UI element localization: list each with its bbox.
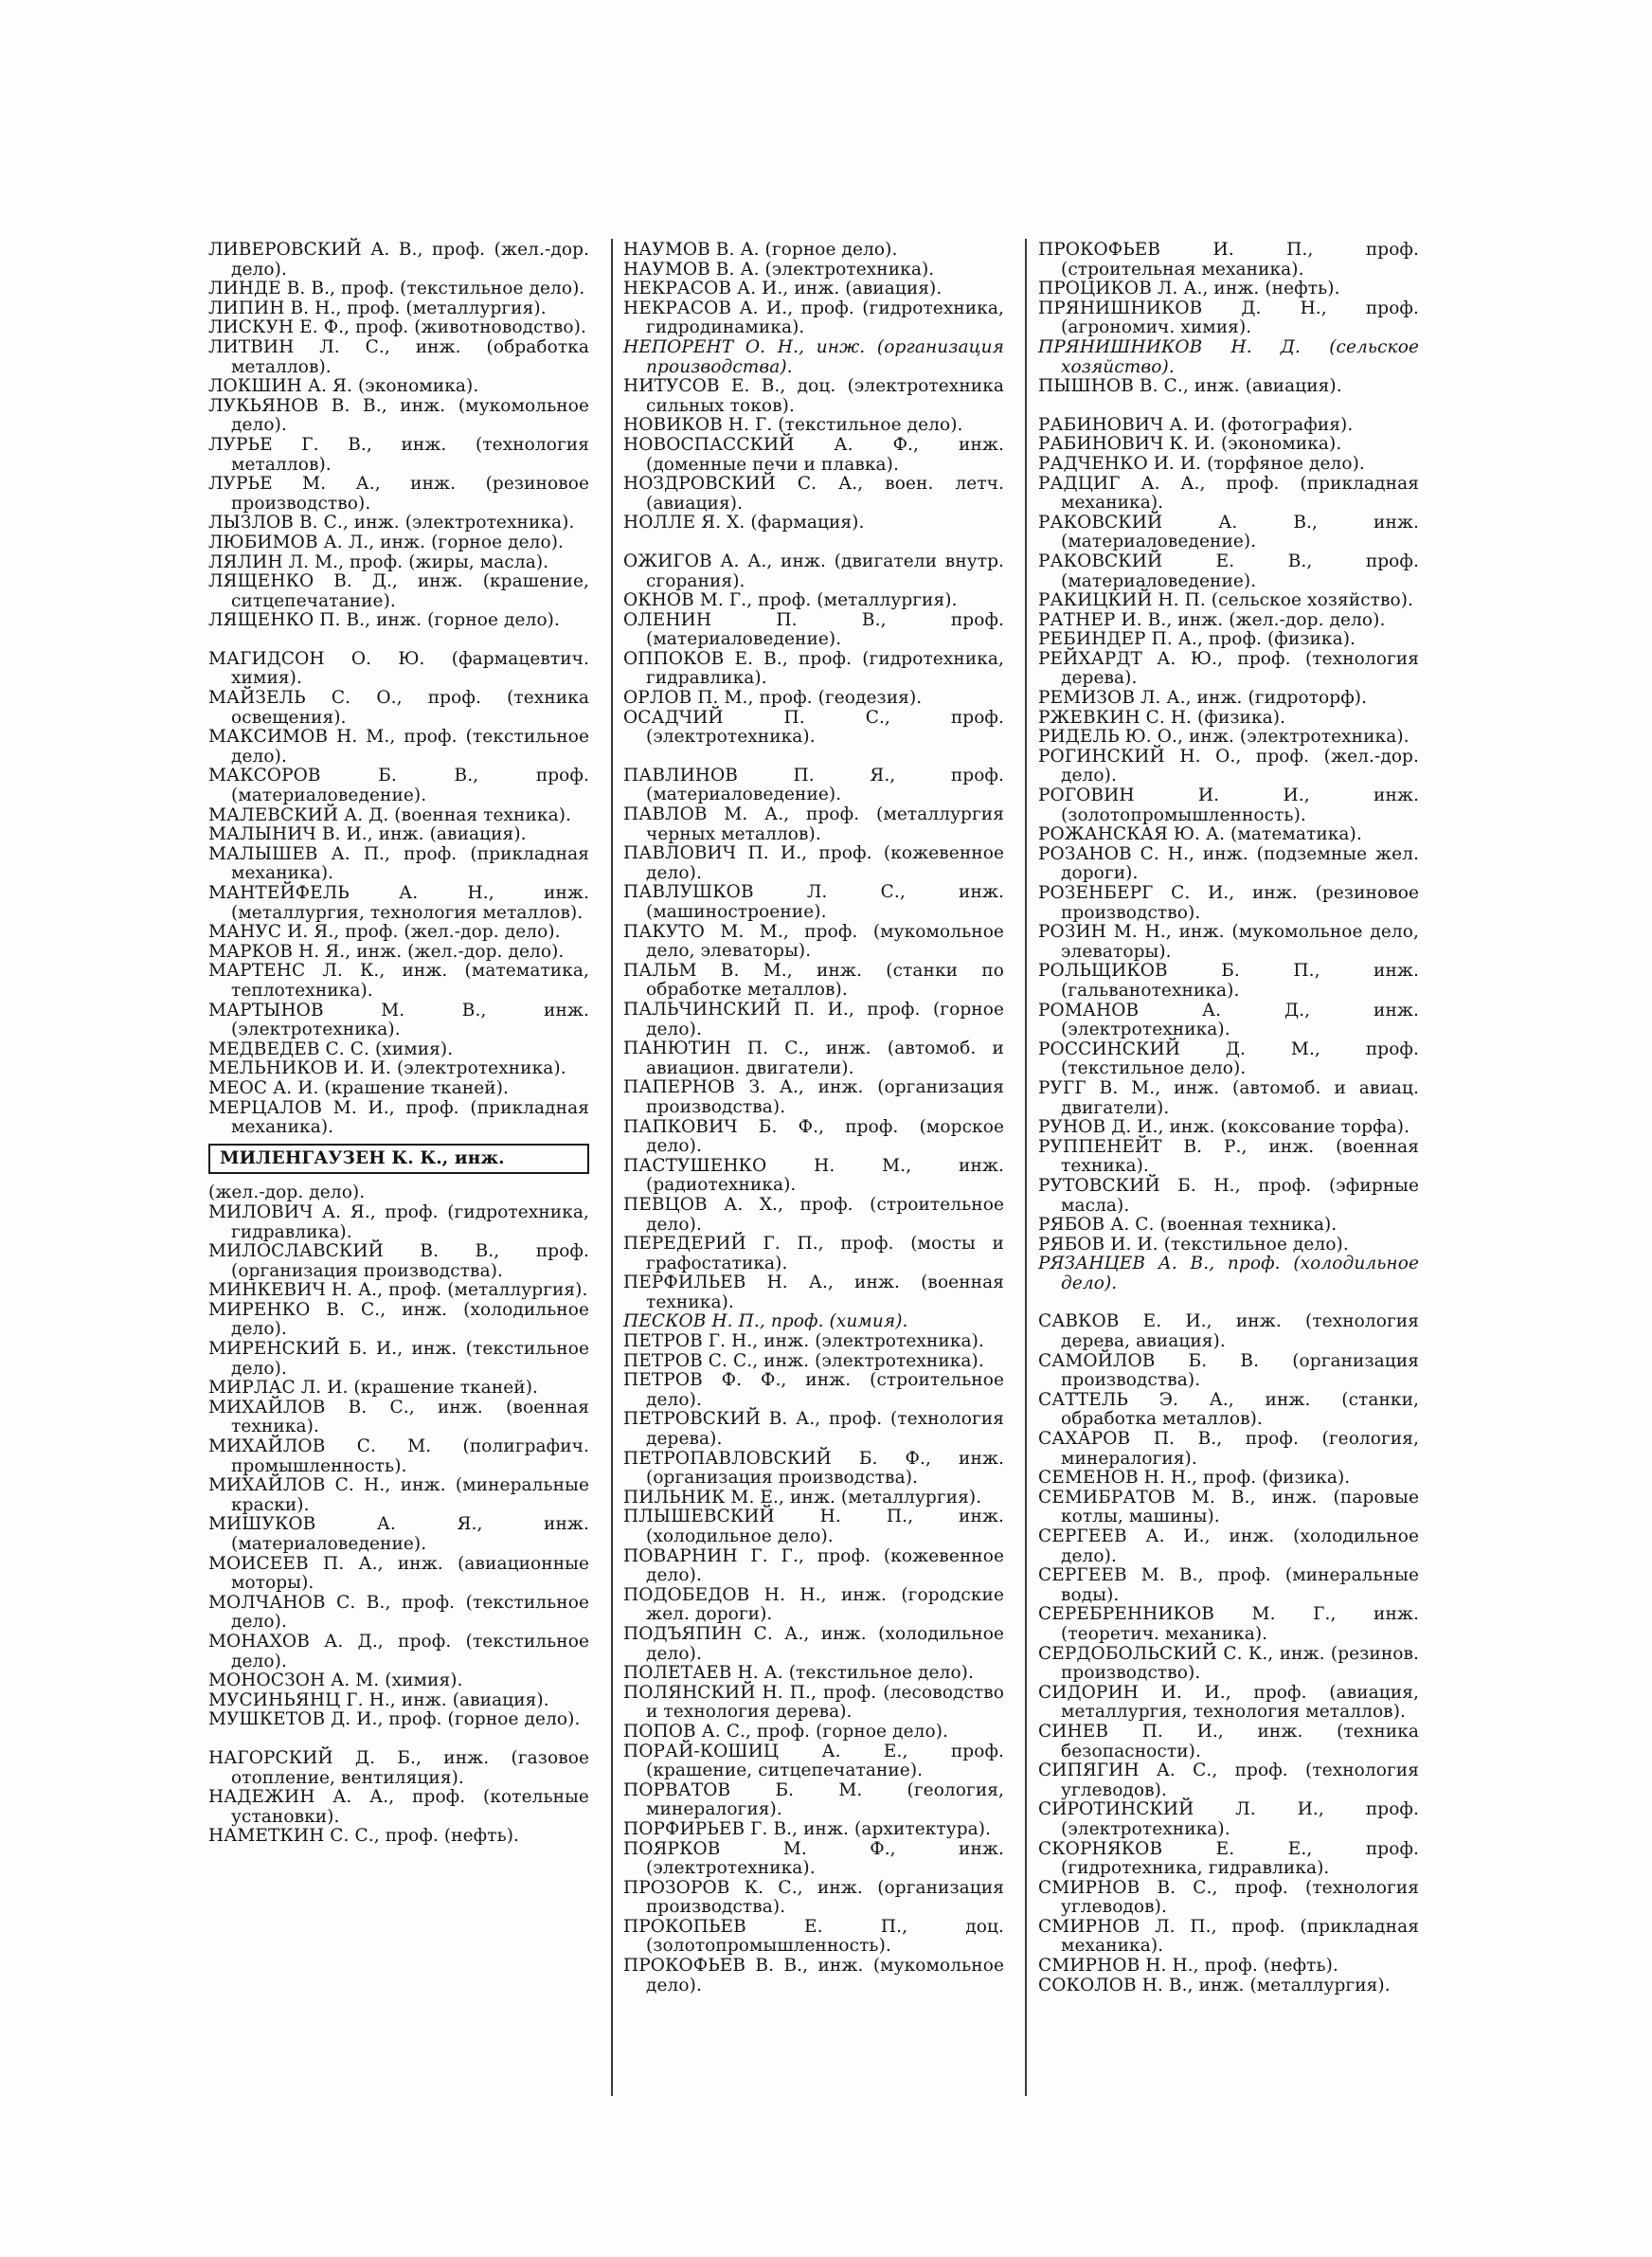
- index-entry: ПАВЛИНОВ П. Я., проф. (материаловедение).: [623, 765, 1004, 805]
- index-entry: ПЫШНОВ В. С., инж. (авиация).: [1038, 376, 1342, 397]
- boxed-entry: МИЛЕНГАУЗЕН К. К., инж.: [208, 1144, 589, 1175]
- index-entry: ОРЛОВ П. М., проф. (геодезия).: [623, 688, 923, 709]
- index-entry: ЛЯЛИН Л. М., проф. (жиры, масла).: [208, 551, 549, 572]
- index-entry: РОЛЬЩИКОВ Б. П., инж. (гальванотехника).: [1038, 961, 1419, 1001]
- index-entry: НАУМОВ В. А. (горное дело).: [623, 240, 898, 260]
- index-entry: РОГИНСКИЙ Н. О., проф. (жел.-дор. дело).: [1038, 746, 1419, 786]
- index-entry: ПЛЫШЕВСКИЙ Н. П., инж. (холодильное дело).: [623, 1507, 1004, 1546]
- index-entry: ПЕТРОПАВЛОВСКИЙ Б. Ф., инж. (организация производства).: [623, 1448, 1004, 1489]
- index-entry: ПАВЛОВ М. А., проф. (металлургия черных металлов).: [623, 804, 1004, 844]
- index-entry: МИХАЙЛОВ С. М. (полиграфич. промышленность).: [208, 1436, 589, 1476]
- index-entry: НЕКРАСОВ А. И., инж. (авиация).: [623, 279, 943, 299]
- index-entry: СМИРНОВ Л. П., проф. (прикладная механика).: [1038, 1916, 1419, 1957]
- index-entry: РОЗАНОВ С. Н., инж. (подземные жел. дороги).: [1038, 843, 1419, 884]
- index-entry: ПЕТРОВСКИЙ В. А., проф. (технология дерева).: [623, 1409, 1004, 1450]
- index-entry: РОССИНСКИЙ Д. М., проф. (текстильное дело).: [1038, 1038, 1419, 1079]
- index-entry: ПОРФИРЬЕВ Г. В., инж. (архитектура).: [623, 1818, 992, 1839]
- index-entry: ПРОКОФЬЕВ И. П., проф. (строительная механика).: [1038, 240, 1419, 280]
- index-entry: НИТУСОВ Е. В., доц. (электротехника сильных токов).: [623, 376, 1004, 416]
- index-entry: СМИРНОВ В. С., проф. (технология углеводов).: [1038, 1877, 1419, 1918]
- index-entry: ПАКУТО М. М., проф. (мукомольное дело, элеваторы).: [623, 921, 1004, 962]
- index-entry: РЯБОВ А. С. (военная техника).: [1038, 1215, 1338, 1236]
- index-entry: ПЕРЕДЕРИЙ Г. П., проф. (мосты и графостатика).: [623, 1234, 1004, 1273]
- section-gap: [208, 631, 589, 650]
- index-entry: ЛУРЬЕ М. А., инж. (резиновое производство).: [208, 474, 589, 514]
- index-entry: МОНАХОВ А. Д., проф. (текстильное дело).: [208, 1631, 589, 1671]
- index-entry: ПАСТУШЕНКО Н. М., инж. (радиотехника).: [623, 1155, 1004, 1196]
- index-entry: МИХАЙЛОВ С. Н., инж. (минеральные краски).: [208, 1475, 589, 1515]
- index-entry: НОЛЛЕ Я. Х. (фармация).: [623, 513, 865, 533]
- index-entry: РАБИНОВИЧ А. И. (фотография).: [1038, 414, 1354, 435]
- index-entry: САХАРОВ П. В., проф. (геология, минералогия).: [1038, 1429, 1419, 1469]
- section-gap: [623, 533, 1004, 552]
- index-entry: МАНТЕЙФЕЛЬ А. Н., инж. (металлургия, технология металлов).: [208, 883, 589, 923]
- index-entry: ОЖИГОВ А. А., инж. (двигатели внутр. сгорания).: [623, 551, 1004, 591]
- column-middle: [623, 241, 1004, 1995]
- index-entry: ЛИВЕРОВСКИЙ А. В., проф. (жел.-дор. дело).: [208, 240, 589, 280]
- index-entry: ЛЮБИМОВ А. Л., инж. (горное дело).: [208, 532, 565, 552]
- index-entry: МАРТЕНС Л. К., инж. (математика, теплотехника).: [208, 961, 589, 1001]
- index-entry: РОМАНОВ А. Д., инж. (электротехника).: [1038, 1000, 1419, 1040]
- index-entry: РАДЧЕНКО И. И. (торфяное дело).: [1038, 453, 1365, 474]
- index-entry: МАЛЫШЕВ А. П., проф. (прикладная механика).: [208, 843, 589, 884]
- index-entry: ПАВЛОВИЧ П. И., проф. (кожевенное дело).: [623, 843, 1004, 883]
- index-entry: НАДЕЖИН А. А., проф. (котельные установки).: [208, 1787, 589, 1827]
- index-entry: РАДЦИГ А. А., проф. (прикладная механика).: [1038, 473, 1419, 514]
- index-entry: ОСАДЧИЙ П. С., проф. (электротехника).: [623, 707, 1004, 748]
- section-gap: [208, 1730, 589, 1749]
- index-entry: ЛУКЬЯНОВ В. В., инж. (мукомольное дело).: [208, 395, 589, 436]
- index-entry: ПАНЮТИН П. С., инж. (автомоб. и авиацион. двигатели).: [623, 1038, 1004, 1078]
- index-entry: ПОРВАТОВ Б. М. (геология, минералогия).: [623, 1779, 1004, 1820]
- index-entry: ПАЛЬЧИНСКИЙ П. И., проф. (горное дело).: [623, 999, 1004, 1039]
- index-entry: ПРОКОПЬЕВ Е. П., доц. (золотопромышленность).: [623, 1916, 1004, 1957]
- index-entry: РАБИНОВИЧ К. И. (экономика).: [1038, 434, 1342, 455]
- index-entry: САВКОВ Е. И., инж. (технология дерева, авиация).: [1038, 1311, 1419, 1352]
- index-entry: МАГИДСОН О. Ю. (фармацевтич. химия).: [208, 648, 589, 689]
- section-gap: [1038, 397, 1419, 416]
- index-entry: МИЛОВИЧ А. Я., проф. (гидротехника, гидравлика).: [208, 1201, 589, 1242]
- index-entry: РЯБОВ И. И. (текстильное дело).: [1038, 1234, 1349, 1255]
- index-entry: РУГГ В. М., инж. (автомоб. и авиац. двигатели).: [1038, 1077, 1419, 1118]
- index-entry: ПОРАЙ-КОШИЦ А. Е., проф. (крашение, ситцепечатание).: [623, 1741, 1004, 1781]
- index-entry: ПЕТРОВ С. С., инж. (электротехника).: [623, 1350, 984, 1371]
- index-entry: ПОЛЯНСКИЙ Н. П., проф. (лесоводство и технология дерева).: [623, 1682, 1004, 1723]
- index-entry: РАТНЕР И. В., инж. (жел.-дор. дело).: [1038, 609, 1386, 630]
- index-entry: МАРТЫНОВ М. В., инж. (электротехника).: [208, 1000, 589, 1040]
- index-entry: СЕМИБРАТОВ М. В., инж. (паровые котлы, машины).: [1038, 1487, 1419, 1527]
- index-entry: РАКОВСКИЙ А. В., инж. (материаловедение).: [1038, 512, 1419, 552]
- index-entry: НАМЕТКИН С. С., проф. (нефть).: [208, 1826, 520, 1847]
- index-entry: НОВОСПАССКИЙ А. Ф., инж. (доменные печи и плавка).: [623, 434, 1004, 475]
- index-entry: МИШУКОВ А. Я., инж. (материаловедение).: [208, 1514, 589, 1554]
- index-entry: МЕЛЬНИКОВ И. И. (электротехника).: [208, 1058, 566, 1079]
- index-entry: ЛОКШИН А. Я. (экономика).: [208, 376, 479, 397]
- index-entry: СЕРЕБРЕННИКОВ М. Г., инж. (теоретич. механика).: [1038, 1604, 1419, 1644]
- index-entry: РУТОВСКИЙ Б. Н., проф. (эфирные масла).: [1038, 1175, 1419, 1216]
- index-entry: СИПЯГИН А. С., проф. (технология углеводов).: [1038, 1760, 1419, 1800]
- index-entry: ПЕВЦОВ А. Х., проф. (строительное дело).: [623, 1194, 1004, 1235]
- index-entry: РОГОВИН И. И., инж. (золотопромышленность).: [1038, 785, 1419, 825]
- index-entry: ПЕТРОВ Ф. Ф., инж. (строительное дело).: [623, 1370, 1004, 1410]
- index-entry: НЕКРАСОВ А. И., проф. (гидротехника, гидродинамика).: [623, 298, 1004, 338]
- index-entry: РУППЕНЕЙТ В. Р., инж. (военная техника).: [1038, 1136, 1419, 1177]
- index-entry: НАУМОВ В. А. (электротехника).: [623, 259, 935, 280]
- index-entry: ЛЯЩЕНКО В. Д., инж. (крашение, ситцепечатание).: [208, 571, 589, 611]
- index-entry: ЛЫЗЛОВ В. С., инж. (электротехника).: [208, 513, 575, 533]
- index-entry: СИДОРИН И. И., проф. (авиация, металлургия, технология металлов).: [1038, 1682, 1419, 1723]
- index-entry: ПОПОВ А. С., проф. (горное дело).: [623, 1721, 949, 1742]
- index-entry: РАКОВСКИЙ Е. В., проф. (материаловедение).: [1038, 551, 1419, 591]
- index-entry: НОЗДРОВСКИЙ С. А., воен. летч. (авиация).: [623, 474, 1004, 514]
- column-divider: [611, 239, 613, 2096]
- index-entry: ЛИНДЕ В. В., проф. (текстильное дело).: [208, 279, 585, 299]
- index-entry: МОЛЧАНОВ С. В., проф. (текстильное дело).: [208, 1592, 589, 1633]
- index-entry: ПОДОБЕДОВ Н. Н., инж. (городские жел. дороги).: [623, 1584, 1004, 1625]
- index-entry: СЕРДОБОЛЬСКИЙ С. К., инж. (резинов. производство).: [1038, 1643, 1419, 1684]
- index-entry: ОЛЕНИН П. В., проф. (материаловедение).: [623, 609, 1004, 650]
- index-entry: РОЖАНСКАЯ Ю. А. (математика).: [1038, 824, 1362, 845]
- column-right: [1038, 241, 1419, 1995]
- index-entry: СЕМЕНОВ Н. Н., проф. (физика).: [1038, 1468, 1351, 1489]
- index-entry: РЕБИНДЕР П. А., проф. (физика).: [1038, 629, 1356, 650]
- index-entry: СИРОТИНСКИЙ Л. И., проф. (электротехника).: [1038, 1799, 1419, 1839]
- index-entry: РЯЗАНЦЕВ А. В., проф. (холодильное дело).: [1038, 1254, 1419, 1293]
- index-entry: ПОВАРНИН Г. Г., проф. (кожевенное дело).: [623, 1545, 1004, 1586]
- index-entry: ПАПКОВИЧ Б. Ф., проф. (морское дело).: [623, 1116, 1004, 1157]
- index-entry: НОВИКОВ Н. Г. (текстильное дело).: [623, 415, 963, 436]
- index-entry: РИДЕЛЬ Ю. О., инж. (электротехника).: [1038, 727, 1410, 748]
- index-entry: ПОЯРКОВ М. Ф., инж. (электротехника).: [623, 1838, 1004, 1879]
- index-entry: МАКСОРОВ Б. В., проф. (материаловедение).: [208, 766, 589, 806]
- index-entry: ПРОЦИКОВ Л. А., инж. (нефть).: [1038, 279, 1340, 299]
- section-gap: [1038, 1293, 1419, 1312]
- index-entry: МЕДВЕДЕВ С. С. (химия).: [208, 1038, 454, 1059]
- index-entry: МОНОСЗОН А. М. (химия).: [208, 1670, 463, 1691]
- index-entry: САМОЙЛОВ Б. В. (организация производства).: [1038, 1350, 1419, 1391]
- index-entry: МИНКЕВИЧ Н. А., проф. (металлургия).: [208, 1280, 588, 1301]
- index-entry: ПАЛЬМ В. М., инж. (станки по обработке металлов).: [623, 960, 1004, 1001]
- column-left: [208, 241, 589, 1847]
- index-entry: ПЕТРОВ Г. Н., инж. (электротехника).: [623, 1331, 984, 1352]
- index-entry: ПРОЗОРОВ К. С., инж. (организация производства).: [623, 1877, 1004, 1918]
- index-entry: МОИСЕЕВ П. А., инж. (авиационные моторы).: [208, 1553, 589, 1594]
- index-entry: СИНЕВ П. И., инж. (техника безопасности).: [1038, 1721, 1419, 1761]
- index-entry: МАЛЕВСКИЙ А. Д. (военная техника).: [208, 804, 572, 825]
- index-entry: НАГОРСКИЙ Д. Б., инж. (газовое отопление, вентиляция).: [208, 1747, 589, 1788]
- index-entry: ОКНОВ М. Г., проф. (металлургия).: [623, 590, 958, 611]
- index-entry: РЕМИЗОВ Л. А., инж. (гидроторф).: [1038, 688, 1368, 709]
- index-entry: ПРЯНИШНИКОВ Д. Н., проф. (агрономич. химия).: [1038, 298, 1419, 338]
- index-entry: МИХАЙЛОВ В. С., инж. (военная техника).: [208, 1397, 589, 1437]
- index-entry: СКОРНЯКОВ Е. Е., проф. (гидротехника, гидравлика).: [1038, 1838, 1419, 1879]
- index-entry: ПИЛЬНИК М. Е., инж. (металлургия).: [623, 1487, 982, 1508]
- index-entry: ПОЛЕТАЕВ Н. А. (текстильное дело).: [623, 1663, 974, 1684]
- index-entry: САТТЕЛЬ Э. А., инж. (станки, обработка металлов).: [1038, 1389, 1419, 1430]
- index-entry: СМИРНОВ Н. Н., проф. (нефть).: [1038, 1956, 1338, 1977]
- index-entry: МАКСИМОВ Н. М., проф. (текстильное дело).: [208, 727, 589, 767]
- index-entry: ПАВЛУШКОВ Л. С., инж. (машиностроение).: [623, 882, 1004, 922]
- section-gap: [623, 748, 1004, 767]
- index-entry: НЕПОРЕНТ О. Н., инж. (организация производства).: [623, 336, 1004, 377]
- index-entry: МИРЛАС Л. И. (крашение тканей).: [208, 1378, 539, 1399]
- index-entry: МЕРЦАЛОВ М. И., проф. (прикладная механика).: [208, 1097, 589, 1138]
- index-entry: МАРКОВ Н. Я., инж. (жел.-дор. дело).: [208, 941, 565, 962]
- index-entry: РУНОВ Д. И., инж. (коксование торфа).: [1038, 1117, 1410, 1138]
- index-entry: МАЛЫНИЧ В. И., инж. (авиация).: [208, 824, 527, 845]
- index-entry: ПАПЕРНОВ З. А., инж. (организация производства).: [623, 1077, 1004, 1117]
- index-entry: ПЕРФИЛЬЕВ Н. А., инж. (военная техника).: [623, 1273, 1004, 1312]
- index-entry: МАНУС И. Я., проф. (жел.-дор. дело).: [208, 922, 561, 943]
- index-entry: СОКОЛОВ Н. В., инж. (металлургия).: [1038, 1975, 1391, 1995]
- index-entry: ЛУРЬЕ Г. В., инж. (технология металлов).: [208, 434, 589, 475]
- index-entry: МИРЕНКО В. С., инж. (холодильное дело).: [208, 1299, 589, 1340]
- index-entry: СЕРГЕЕВ М. В., проф. (минеральные воды).: [1038, 1565, 1419, 1605]
- index-entry: ПРОКОФЬЕВ В. В., инж. (мукомольное дело).: [623, 1956, 1004, 1995]
- index-entry: ЛИТВИН Л. С., инж. (обработка металлов).: [208, 336, 589, 377]
- index-entry: ЛИСКУН Е. Ф., проф. (животноводство).: [208, 317, 586, 338]
- index-entry: ОППОКОВ Е. В., проф. (гидротехника, гидравлика).: [623, 648, 1004, 689]
- index-entry: РЖЕВКИН С. Н. (физика).: [1038, 707, 1286, 728]
- column-divider: [1025, 239, 1027, 2096]
- index-entry: МЕОС А. И. (крашение тканей).: [208, 1077, 510, 1098]
- index-entry: ПОДЪЯПИН С. А., инж. (холодильное дело).: [623, 1623, 1004, 1664]
- index-entry: МУШКЕТОВ Д. И., проф. (горное дело).: [208, 1709, 581, 1730]
- index-entry: МИЛОСЛАВСКИЙ В. В., проф. (организация производства).: [208, 1241, 589, 1281]
- index-entry: РОЗИН М. Н., инж. (мукомольное дело, элеваторы).: [1038, 922, 1419, 962]
- index-entry: (жел.-дор. дело).: [208, 1183, 366, 1203]
- index-entry: ПРЯНИШНИКОВ Н. Д. (сельское хозяйство).: [1038, 336, 1419, 377]
- index-entry: ЛЯЩЕНКО П. В., инж. (горное дело).: [208, 610, 560, 631]
- index-entry: РАКИЦКИЙ Н. П. (сельское хозяйство).: [1038, 590, 1414, 611]
- index-entry: ПЕСКОВ Н. П., проф. (химия).: [623, 1311, 908, 1332]
- index-entry: СЕРГЕЕВ А. И., инж. (холодильное дело).: [1038, 1526, 1419, 1566]
- index-entry: ЛИПИН В. Н., проф. (металлургия).: [208, 298, 547, 318]
- index-entry: РОЗЕНБЕРГ С. И., инж. (резиновое производство).: [1038, 883, 1419, 923]
- index-entry: МУСИНЬЯНЦ Г. Н., инж. (авиация).: [208, 1689, 549, 1710]
- index-entry: МАЙЗЕЛЬ С. О., проф. (техника освещения).: [208, 688, 589, 728]
- index-entry: РЕЙХАРДТ А. Ю., проф. (технология дерева).: [1038, 648, 1419, 689]
- index-entry: МИРЕНСКИЙ Б. И., инж. (текстильное дело).: [208, 1339, 589, 1379]
